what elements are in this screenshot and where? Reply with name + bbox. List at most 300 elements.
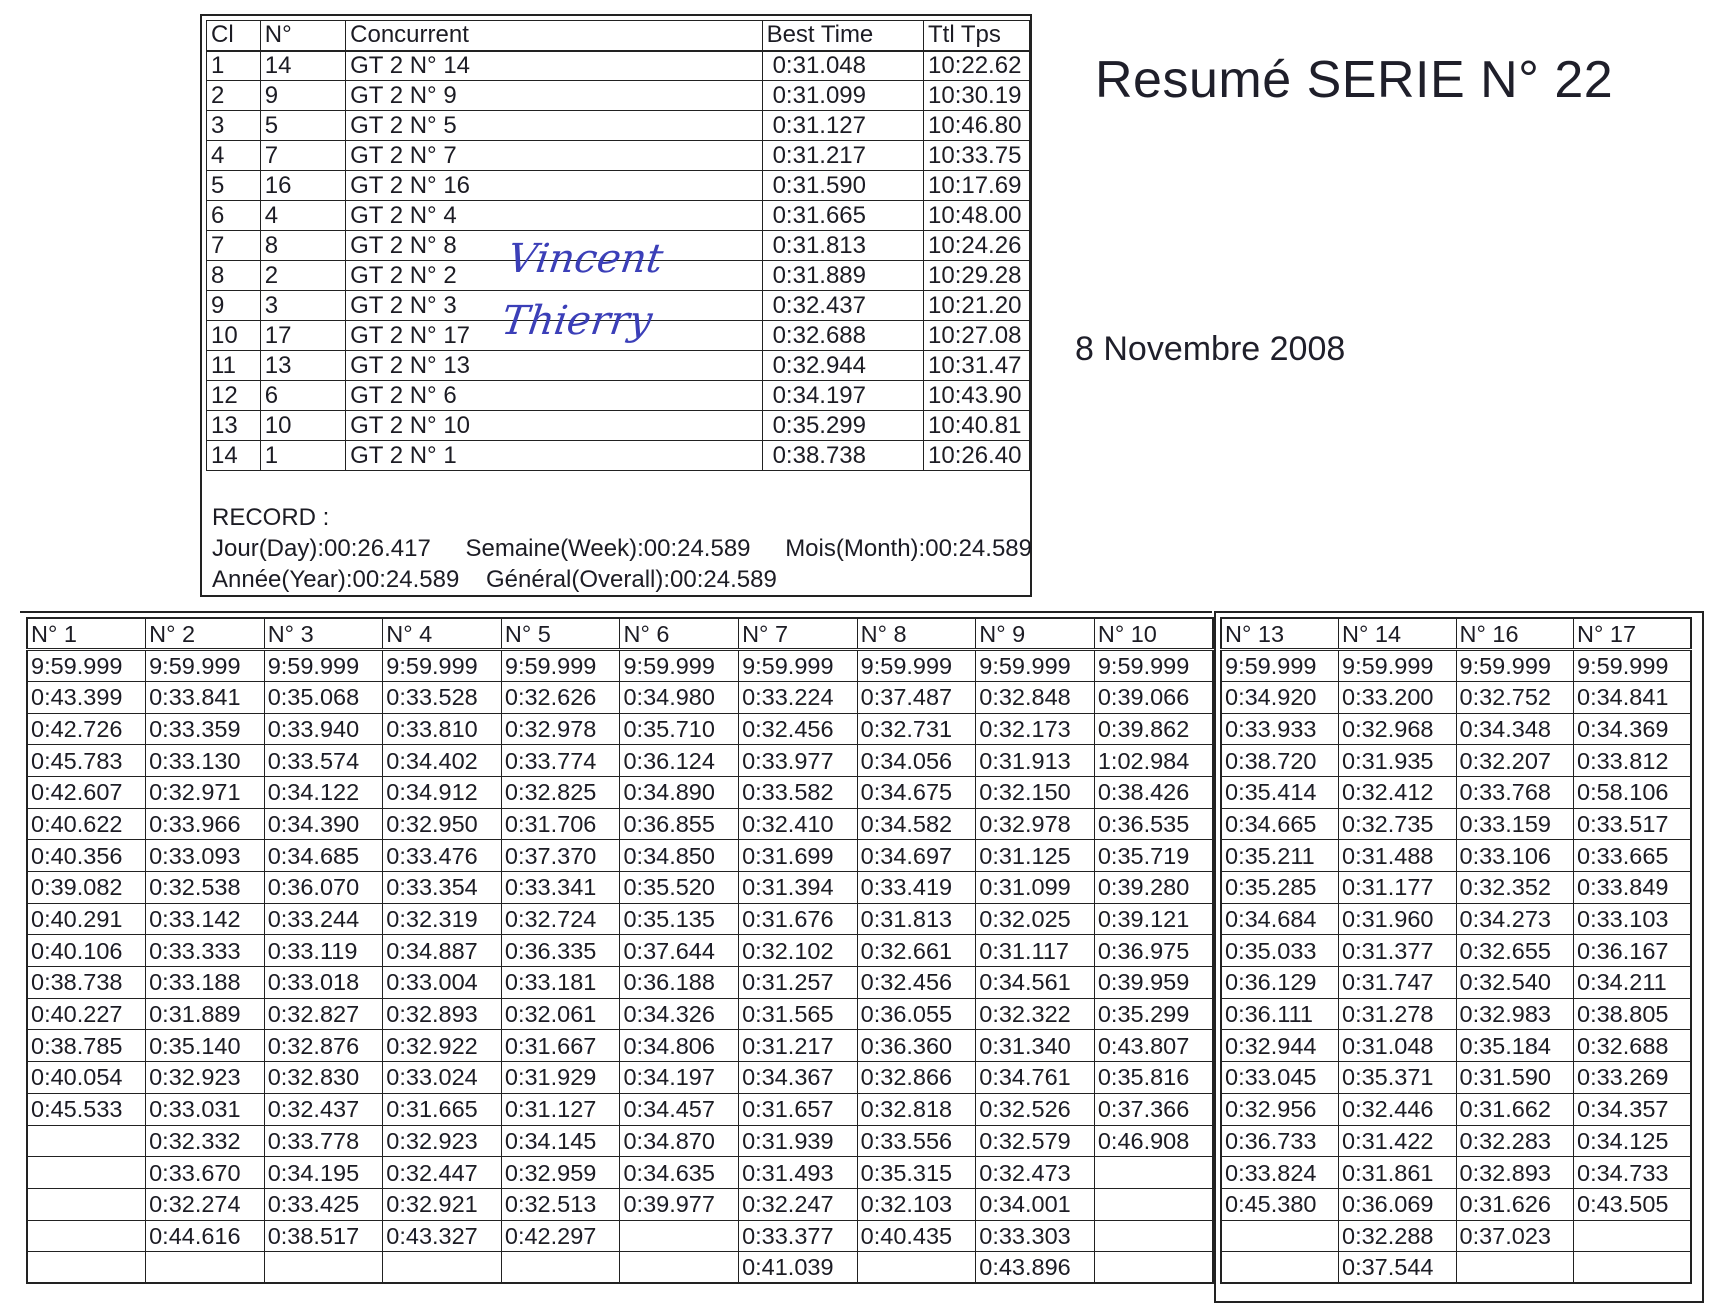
lap-time-cell: 0:43.505 (1574, 1188, 1692, 1220)
lap-time-cell: 0:33.528 (383, 681, 502, 713)
lap-time-cell: 0:40.106 (27, 935, 146, 967)
lap-time-cell (27, 1220, 146, 1252)
lap-time-cell: 0:37.644 (620, 935, 739, 967)
lap-time-cell: 0:36.535 (1094, 808, 1213, 840)
results-row (207, 81, 1030, 111)
lap-time-cell: 0:36.855 (620, 808, 739, 840)
lap-time-cell (857, 1252, 976, 1284)
lap-time-cell: 0:37.487 (857, 681, 976, 713)
lap-time-cell (1094, 1220, 1213, 1252)
lap-time-cell: 0:33.670 (146, 1157, 265, 1189)
laps-header-cell: N° 9 (976, 618, 1095, 650)
lap-time-cell: 0:32.626 (501, 681, 620, 713)
laps-table-left (26, 617, 1214, 1284)
lap-time-cell: 0:32.247 (739, 1188, 858, 1220)
lap-time-cell: 0:32.322 (976, 998, 1095, 1030)
lap-time-cell: 0:32.103 (857, 1188, 976, 1220)
lap-time-cell: 0:44.616 (146, 1220, 265, 1252)
lap-time-cell: 0:35.371 (1339, 1062, 1457, 1094)
lap-time-cell: 0:32.061 (501, 998, 620, 1030)
laps-row (1221, 1157, 1691, 1189)
lap-time-cell: 0:33.966 (146, 808, 265, 840)
lap-time-cell: 0:36.124 (620, 745, 739, 777)
laps-row (1221, 681, 1691, 713)
lap-time-cell: 0:32.274 (146, 1188, 265, 1220)
results-cell: 16 (260, 171, 345, 201)
results-cell: 0:34.197 (762, 381, 923, 411)
results-cell: 0:38.738 (762, 441, 923, 471)
lap-time-cell: 9:59.999 (1221, 650, 1339, 682)
laps-header-cell: N° 5 (501, 618, 620, 650)
results-cell: 9 (207, 291, 261, 321)
lap-time-cell: 0:31.125 (976, 840, 1095, 872)
lap-time-cell: 0:33.119 (264, 935, 383, 967)
lap-time-cell: 0:39.066 (1094, 681, 1213, 713)
lap-time-cell: 0:32.540 (1456, 967, 1574, 999)
lap-time-cell (264, 1252, 383, 1284)
results-cell: GT 2 N° 16 (346, 171, 762, 201)
results-cell: GT 2 N° 17 (346, 321, 762, 351)
lap-time-cell: 0:36.055 (857, 998, 976, 1030)
lap-time-cell: 0:32.456 (739, 713, 858, 745)
lap-time-cell: 0:33.244 (264, 903, 383, 935)
results-cell: 5 (260, 111, 345, 141)
lap-time-cell: 0:31.706 (501, 808, 620, 840)
laps-row (1221, 1062, 1691, 1094)
lap-time-cell (27, 1125, 146, 1157)
lap-time-cell: 0:35.710 (620, 713, 739, 745)
lap-time-cell: 1:02.984 (1094, 745, 1213, 777)
lap-time-cell: 0:34.348 (1456, 713, 1574, 745)
lap-time-cell: 0:45.783 (27, 745, 146, 777)
lap-time-cell: 9:59.999 (857, 650, 976, 682)
lap-time-cell: 9:59.999 (501, 650, 620, 682)
laps-header-cell: N° 8 (857, 618, 976, 650)
results-cell: GT 2 N° 5 (346, 111, 762, 141)
lap-time-cell: 0:32.724 (501, 903, 620, 935)
lap-time-cell: 0:38.805 (1574, 998, 1692, 1030)
record-label: RECORD : (212, 504, 330, 531)
date-label: 8 Novembre 2008 (1075, 330, 1346, 368)
results-cell: 0:32.437 (762, 291, 923, 321)
lap-time-cell: 0:31.861 (1339, 1157, 1457, 1189)
results-cell: 0:32.688 (762, 321, 923, 351)
lap-time-cell: 0:34.684 (1221, 903, 1339, 935)
lap-time-cell: 0:32.437 (264, 1093, 383, 1125)
results-row (207, 141, 1030, 171)
lap-time-cell: 0:31.813 (857, 903, 976, 935)
lap-time-cell: 0:43.399 (27, 681, 146, 713)
results-cell: GT 2 N° 13 (346, 351, 762, 381)
lap-time-cell: 0:32.923 (146, 1062, 265, 1094)
lap-time-cell: 0:32.207 (1456, 745, 1574, 777)
lap-time-cell: 0:39.977 (620, 1188, 739, 1220)
lap-time-cell: 0:33.106 (1456, 840, 1574, 872)
laps-row (1221, 1188, 1691, 1220)
lap-time-cell: 0:40.227 (27, 998, 146, 1030)
lap-time-cell: 0:46.908 (1094, 1125, 1213, 1157)
lap-time-cell: 0:41.039 (739, 1252, 858, 1284)
lap-time-cell: 0:34.369 (1574, 713, 1692, 745)
results-cell: 10:31.47 (924, 351, 1030, 381)
lap-time-cell: 0:33.582 (739, 776, 858, 808)
lap-time-cell: 0:33.774 (501, 745, 620, 777)
lap-time-cell: 0:33.018 (264, 967, 383, 999)
results-cell: 7 (260, 141, 345, 171)
laps-row (1221, 808, 1691, 840)
lap-time-cell: 0:32.893 (1456, 1157, 1574, 1189)
lap-time-cell (1094, 1252, 1213, 1284)
lap-time-cell: 0:32.893 (383, 998, 502, 1030)
lap-time-cell: 0:31.676 (739, 903, 858, 935)
results-cell: 0:32.944 (762, 351, 923, 381)
results-cell: 11 (207, 351, 261, 381)
results-row (207, 51, 1030, 81)
lap-time-cell: 0:34.122 (264, 776, 383, 808)
lap-time-cell: 0:32.173 (976, 713, 1095, 745)
results-cell: 13 (260, 351, 345, 381)
lap-time-cell: 0:34.195 (264, 1157, 383, 1189)
laps-row (27, 1093, 1213, 1125)
lap-time-cell (1094, 1188, 1213, 1220)
lap-time-cell: 0:31.177 (1339, 872, 1457, 904)
lap-time-cell: 0:33.419 (857, 872, 976, 904)
lap-time-cell: 0:34.665 (1221, 808, 1339, 840)
laps-header-cell: N° 13 (1221, 618, 1339, 650)
lap-time-cell: 0:34.850 (620, 840, 739, 872)
lap-time-cell (146, 1252, 265, 1284)
lap-time-cell (620, 1252, 739, 1284)
lap-time-cell: 0:32.447 (383, 1157, 502, 1189)
results-header-cell: N° (260, 21, 345, 51)
lap-time-cell: 0:31.935 (1339, 745, 1457, 777)
lap-time-cell: 0:38.426 (1094, 776, 1213, 808)
lap-time-cell: 0:37.023 (1456, 1220, 1574, 1252)
lap-time-cell: 0:33.933 (1221, 713, 1339, 745)
lap-time-cell: 0:39.959 (1094, 967, 1213, 999)
laps-header-cell: N° 7 (739, 618, 858, 650)
results-cell: 10:24.26 (924, 231, 1030, 261)
lap-time-cell: 0:33.188 (146, 967, 265, 999)
lap-time-cell: 0:32.827 (264, 998, 383, 1030)
lap-time-cell: 0:34.390 (264, 808, 383, 840)
lap-time-cell: 0:43.807 (1094, 1030, 1213, 1062)
laps-row (27, 745, 1213, 777)
lap-time-cell: 0:32.731 (857, 713, 976, 745)
lap-time-cell: 0:34.675 (857, 776, 976, 808)
lap-time-cell: 0:33.359 (146, 713, 265, 745)
results-cell: GT 2 N° 4 (346, 201, 762, 231)
lap-time-cell: 0:32.456 (857, 967, 976, 999)
lap-time-cell: 0:35.285 (1221, 872, 1339, 904)
lap-time-cell: 0:36.069 (1339, 1188, 1457, 1220)
lap-time-cell: 0:32.848 (976, 681, 1095, 713)
lap-time-cell: 0:33.517 (1574, 808, 1692, 840)
lap-time-cell: 0:42.726 (27, 713, 146, 745)
lap-time-cell: 0:32.735 (1339, 808, 1457, 840)
results-cell: 3 (207, 111, 261, 141)
lap-time-cell: 0:39.862 (1094, 713, 1213, 745)
results-cell: GT 2 N° 3 (346, 291, 762, 321)
results-row (207, 111, 1030, 141)
lap-time-cell: 0:31.377 (1339, 935, 1457, 967)
lap-time-cell: 0:31.626 (1456, 1188, 1574, 1220)
results-cell: 10:29.28 (924, 261, 1030, 291)
laps-row (27, 840, 1213, 872)
lap-time-cell: 0:31.099 (976, 872, 1095, 904)
lap-time-cell: 0:31.939 (739, 1125, 858, 1157)
laps-header-cell: N° 2 (146, 618, 265, 650)
results-header-row (207, 21, 1030, 51)
results-header-cell: Cl (207, 21, 261, 51)
lap-time-cell: 0:34.457 (620, 1093, 739, 1125)
lap-time-cell: 0:31.657 (739, 1093, 858, 1125)
lap-time-cell: 0:34.870 (620, 1125, 739, 1157)
lap-time-cell: 0:39.082 (27, 872, 146, 904)
lap-time-cell: 0:33.665 (1574, 840, 1692, 872)
lap-time-cell: 0:36.733 (1221, 1125, 1339, 1157)
lap-time-cell: 0:32.283 (1456, 1125, 1574, 1157)
results-cell: 10 (207, 321, 261, 351)
laps-row (1221, 935, 1691, 967)
lap-time-cell: 0:32.102 (739, 935, 858, 967)
results-row (207, 441, 1030, 471)
lap-time-cell: 0:33.354 (383, 872, 502, 904)
lap-time-cell: 0:32.526 (976, 1093, 1095, 1125)
lap-time-cell: 0:36.188 (620, 967, 739, 999)
laps-row (27, 872, 1213, 904)
lap-time-cell: 0:31.662 (1456, 1093, 1574, 1125)
results-row (207, 381, 1030, 411)
lap-time-cell: 0:33.810 (383, 713, 502, 745)
lap-time-cell: 0:33.093 (146, 840, 265, 872)
laps-row (27, 650, 1213, 682)
laps-row (1221, 1093, 1691, 1125)
results-cell: GT 2 N° 14 (346, 51, 762, 81)
lap-time-cell: 0:32.655 (1456, 935, 1574, 967)
lap-time-cell: 9:59.999 (1339, 650, 1457, 682)
lap-time-cell: 0:35.140 (146, 1030, 265, 1062)
lap-time-cell: 0:34.001 (976, 1188, 1095, 1220)
laps-row (1221, 872, 1691, 904)
lap-time-cell: 0:45.380 (1221, 1188, 1339, 1220)
laps-row (27, 713, 1213, 745)
lap-time-cell: 0:32.825 (501, 776, 620, 808)
lap-time-cell: 0:34.125 (1574, 1125, 1692, 1157)
lap-time-cell: 0:33.377 (739, 1220, 858, 1252)
lap-time-cell: 0:34.733 (1574, 1157, 1692, 1189)
lap-time-cell: 0:32.410 (739, 808, 858, 840)
results-row (207, 201, 1030, 231)
lap-time-cell: 9:59.999 (739, 650, 858, 682)
lap-time-cell: 0:42.607 (27, 776, 146, 808)
lap-time-cell: 0:31.889 (146, 998, 265, 1030)
lap-time-cell: 0:33.341 (501, 872, 620, 904)
handwritten-note-1: Vincent (504, 236, 666, 282)
lap-time-cell: 0:32.978 (501, 713, 620, 745)
laps-row (1221, 998, 1691, 1030)
lap-time-cell: 0:39.280 (1094, 872, 1213, 904)
laps-header-cell: N° 17 (1574, 618, 1692, 650)
laps-row (1221, 1030, 1691, 1062)
lap-time-cell: 0:38.785 (27, 1030, 146, 1062)
lap-time-cell: 0:34.887 (383, 935, 502, 967)
lap-time-cell: 0:33.476 (383, 840, 502, 872)
lap-time-cell: 0:35.414 (1221, 776, 1339, 808)
lap-time-cell: 0:32.412 (1339, 776, 1457, 808)
laps-row (27, 681, 1213, 713)
lap-time-cell: 0:32.876 (264, 1030, 383, 1062)
laps-row (1221, 776, 1691, 808)
results-row (207, 351, 1030, 381)
results-cell: 4 (260, 201, 345, 231)
results-cell: 8 (207, 261, 261, 291)
laps-row (1221, 745, 1691, 777)
lap-time-cell (27, 1252, 146, 1284)
results-row (207, 171, 1030, 201)
lap-time-cell: 0:32.818 (857, 1093, 976, 1125)
lap-time-cell: 0:31.667 (501, 1030, 620, 1062)
lap-time-cell: 0:31.565 (739, 998, 858, 1030)
results-cell: GT 2 N° 8 (346, 231, 762, 261)
results-cell: 10:26.40 (924, 441, 1030, 471)
results-cell: 0:31.127 (762, 111, 923, 141)
results-cell: 0:31.048 (762, 51, 923, 81)
lap-time-cell: 0:33.812 (1574, 745, 1692, 777)
lap-time-cell: 9:59.999 (976, 650, 1095, 682)
laps-row (1221, 1252, 1691, 1284)
lap-time-cell: 0:33.181 (501, 967, 620, 999)
lap-time-cell: 9:59.999 (1574, 650, 1692, 682)
results-cell: 10:21.20 (924, 291, 1030, 321)
lap-time-cell: 0:34.367 (739, 1062, 858, 1094)
lap-time-cell: 0:33.425 (264, 1188, 383, 1220)
results-cell: 2 (260, 261, 345, 291)
lap-time-cell: 0:32.978 (976, 808, 1095, 840)
lap-time-cell: 0:32.983 (1456, 998, 1574, 1030)
results-cell: 10:48.00 (924, 201, 1030, 231)
lap-time-cell: 0:43.327 (383, 1220, 502, 1252)
lap-time-cell: 0:35.719 (1094, 840, 1213, 872)
lap-time-cell: 0:32.752 (1456, 681, 1574, 713)
lap-time-cell: 0:33.556 (857, 1125, 976, 1157)
lap-time-cell: 0:40.622 (27, 808, 146, 840)
results-cell: 3 (260, 291, 345, 321)
lap-time-cell (501, 1252, 620, 1284)
lap-time-cell: 0:32.922 (383, 1030, 502, 1062)
lap-time-cell (383, 1252, 502, 1284)
lap-time-cell: 0:42.297 (501, 1220, 620, 1252)
results-cell: 13 (207, 411, 261, 441)
results-row (207, 411, 1030, 441)
lap-time-cell: 0:33.024 (383, 1062, 502, 1094)
lap-time-cell: 0:34.582 (857, 808, 976, 840)
lap-time-cell: 0:32.971 (146, 776, 265, 808)
lap-time-cell: 0:32.473 (976, 1157, 1095, 1189)
lap-time-cell: 0:34.841 (1574, 681, 1692, 713)
lap-time-cell: 9:59.999 (1094, 650, 1213, 682)
lap-time-cell: 0:32.332 (146, 1125, 265, 1157)
lap-time-cell (1574, 1220, 1692, 1252)
lap-time-cell: 0:31.257 (739, 967, 858, 999)
lap-time-cell: 0:35.068 (264, 681, 383, 713)
results-cell: 0:31.217 (762, 141, 923, 171)
laps-row (1221, 903, 1691, 935)
laps-row (27, 1252, 1213, 1284)
lap-time-cell: 9:59.999 (1456, 650, 1574, 682)
lap-time-cell: 0:35.135 (620, 903, 739, 935)
lap-time-cell: 0:31.590 (1456, 1062, 1574, 1094)
results-cell: 4 (207, 141, 261, 171)
results-cell: GT 2 N° 1 (346, 441, 762, 471)
lap-time-cell: 0:32.830 (264, 1062, 383, 1094)
lap-time-cell: 0:31.394 (739, 872, 858, 904)
lap-time-cell: 0:34.197 (620, 1062, 739, 1094)
lap-time-cell: 0:38.517 (264, 1220, 383, 1252)
lap-time-cell: 0:34.357 (1574, 1093, 1692, 1125)
lap-time-cell: 0:33.333 (146, 935, 265, 967)
results-cell: 10:43.90 (924, 381, 1030, 411)
laps-row (27, 1220, 1213, 1252)
results-cell: 8 (260, 231, 345, 261)
laps-row (1221, 650, 1691, 682)
results-cell: 17 (260, 321, 345, 351)
lap-time-cell: 0:31.699 (739, 840, 858, 872)
results-cell: 5 (207, 171, 261, 201)
laps-header-cell: N° 4 (383, 618, 502, 650)
lap-time-cell: 0:32.956 (1221, 1093, 1339, 1125)
results-cell: 0:35.299 (762, 411, 923, 441)
results-cell: 10:27.08 (924, 321, 1030, 351)
lap-time-cell: 9:59.999 (620, 650, 739, 682)
lap-time-cell: 0:34.402 (383, 745, 502, 777)
lap-time-cell: 0:31.488 (1339, 840, 1457, 872)
lap-time-cell: 0:33.159 (1456, 808, 1574, 840)
lap-time-cell (27, 1188, 146, 1220)
lap-time-cell: 0:32.944 (1221, 1030, 1339, 1062)
laps-row (1221, 1220, 1691, 1252)
results-cell: 10:33.75 (924, 141, 1030, 171)
record-line-1: Jour(Day):00:26.417 Semaine(Week):00:24.589 Mois(Month):00:24.589 (212, 535, 1032, 562)
lap-time-cell: 0:34.561 (976, 967, 1095, 999)
lap-time-cell: 0:32.923 (383, 1125, 502, 1157)
lap-time-cell: 0:37.366 (1094, 1093, 1213, 1125)
lap-time-cell (1456, 1252, 1574, 1284)
lap-time-cell: 0:31.929 (501, 1062, 620, 1094)
lap-time-cell (27, 1157, 146, 1189)
results-cell: 9 (260, 81, 345, 111)
lap-time-cell: 0:39.121 (1094, 903, 1213, 935)
lap-time-cell: 0:36.111 (1221, 998, 1339, 1030)
laps-header-cell: N° 1 (27, 618, 146, 650)
lap-time-cell: 0:34.056 (857, 745, 976, 777)
lap-time-cell: 0:34.806 (620, 1030, 739, 1062)
lap-time-cell: 0:33.768 (1456, 776, 1574, 808)
lap-time-cell: 0:45.533 (27, 1093, 146, 1125)
record-line-2: Année(Year):00:24.589 Général(Overall):00:24.589 (212, 566, 777, 593)
lap-time-cell: 0:33.977 (739, 745, 858, 777)
results-cell: 0:31.889 (762, 261, 923, 291)
lap-time-cell: 0:32.446 (1339, 1093, 1457, 1125)
lap-time-cell: 0:34.980 (620, 681, 739, 713)
lap-time-cell: 0:34.920 (1221, 681, 1339, 713)
lap-time-cell (1221, 1220, 1339, 1252)
handwritten-note-2: Thierry (498, 298, 655, 344)
lap-time-cell: 0:32.921 (383, 1188, 502, 1220)
lap-time-cell: 0:32.579 (976, 1125, 1095, 1157)
lap-time-cell: 0:40.356 (27, 840, 146, 872)
results-cell: GT 2 N° 6 (346, 381, 762, 411)
